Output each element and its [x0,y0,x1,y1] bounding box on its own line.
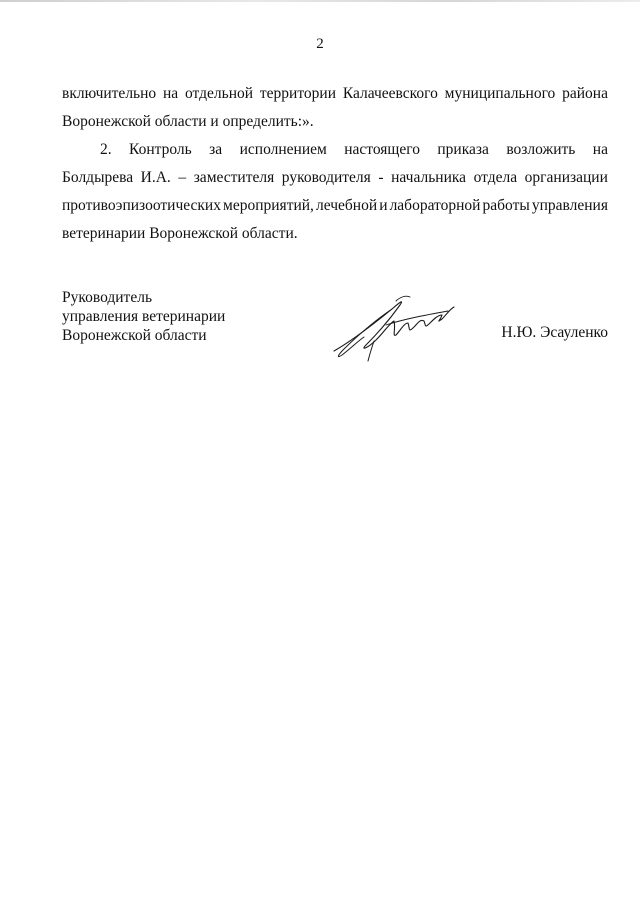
paragraph-2 [62,136,608,248]
word: исполнением [239,141,327,158]
paragraph-2-line-3 [62,192,608,220]
word: работы [482,197,530,214]
handwritten-signature [330,293,460,363]
word: и [379,197,388,214]
word: за [209,141,223,158]
word: включительно [62,85,157,102]
word: И.А. [140,169,171,186]
word: руководителя [281,169,371,186]
word: Контроль [129,141,192,158]
word: лабораторной [389,197,481,214]
word: муниципального [444,85,556,102]
signature-stroke-flourish [396,296,410,301]
word: управления [531,197,608,214]
word: отдельной [185,85,254,102]
paragraph-1 [62,80,608,136]
word: на [163,85,179,102]
word: – [178,169,187,186]
paragraph-2-line-1 [62,136,608,164]
word: возложить [506,141,576,158]
word: района [562,85,608,102]
word: Болдырева [62,169,134,186]
word: мероприятий, [223,197,314,214]
word: приказа [437,141,489,158]
word: 2. [100,141,112,158]
paragraph-1-line-2: Воронежской области и определить:». [62,113,314,130]
document-body [62,80,608,248]
word: заместителя [193,169,275,186]
signatory-title [62,288,225,345]
word: лечебной [316,197,378,214]
signatory-title-line-2: управления ветеринарии [62,308,226,325]
word: территории [259,85,336,102]
page-number: 2 [316,36,324,52]
signatory-title-line-3: Воронежской области [62,327,207,344]
word: организации [524,169,608,186]
signature-stroke-main [334,302,454,351]
signature-stroke-underline [386,311,448,325]
word: Калачеевского [342,85,438,102]
paragraph-2-line-2 [62,164,608,192]
word: - [378,169,384,186]
paragraph-1-line-1 [62,80,608,108]
paragraph-2-line-4: ветеринарии Воронежской области. [62,225,298,242]
word: отдела [473,169,518,186]
word: противоэпизоотических [62,197,221,214]
scan-edge [0,0,640,2]
word: настоящего [344,141,420,158]
signatory-title-line-1: Руководитель [62,289,153,306]
word: на [592,141,608,158]
signatory-name: Н.Ю. Эсауленко [501,324,608,341]
word: начальника [391,169,467,186]
